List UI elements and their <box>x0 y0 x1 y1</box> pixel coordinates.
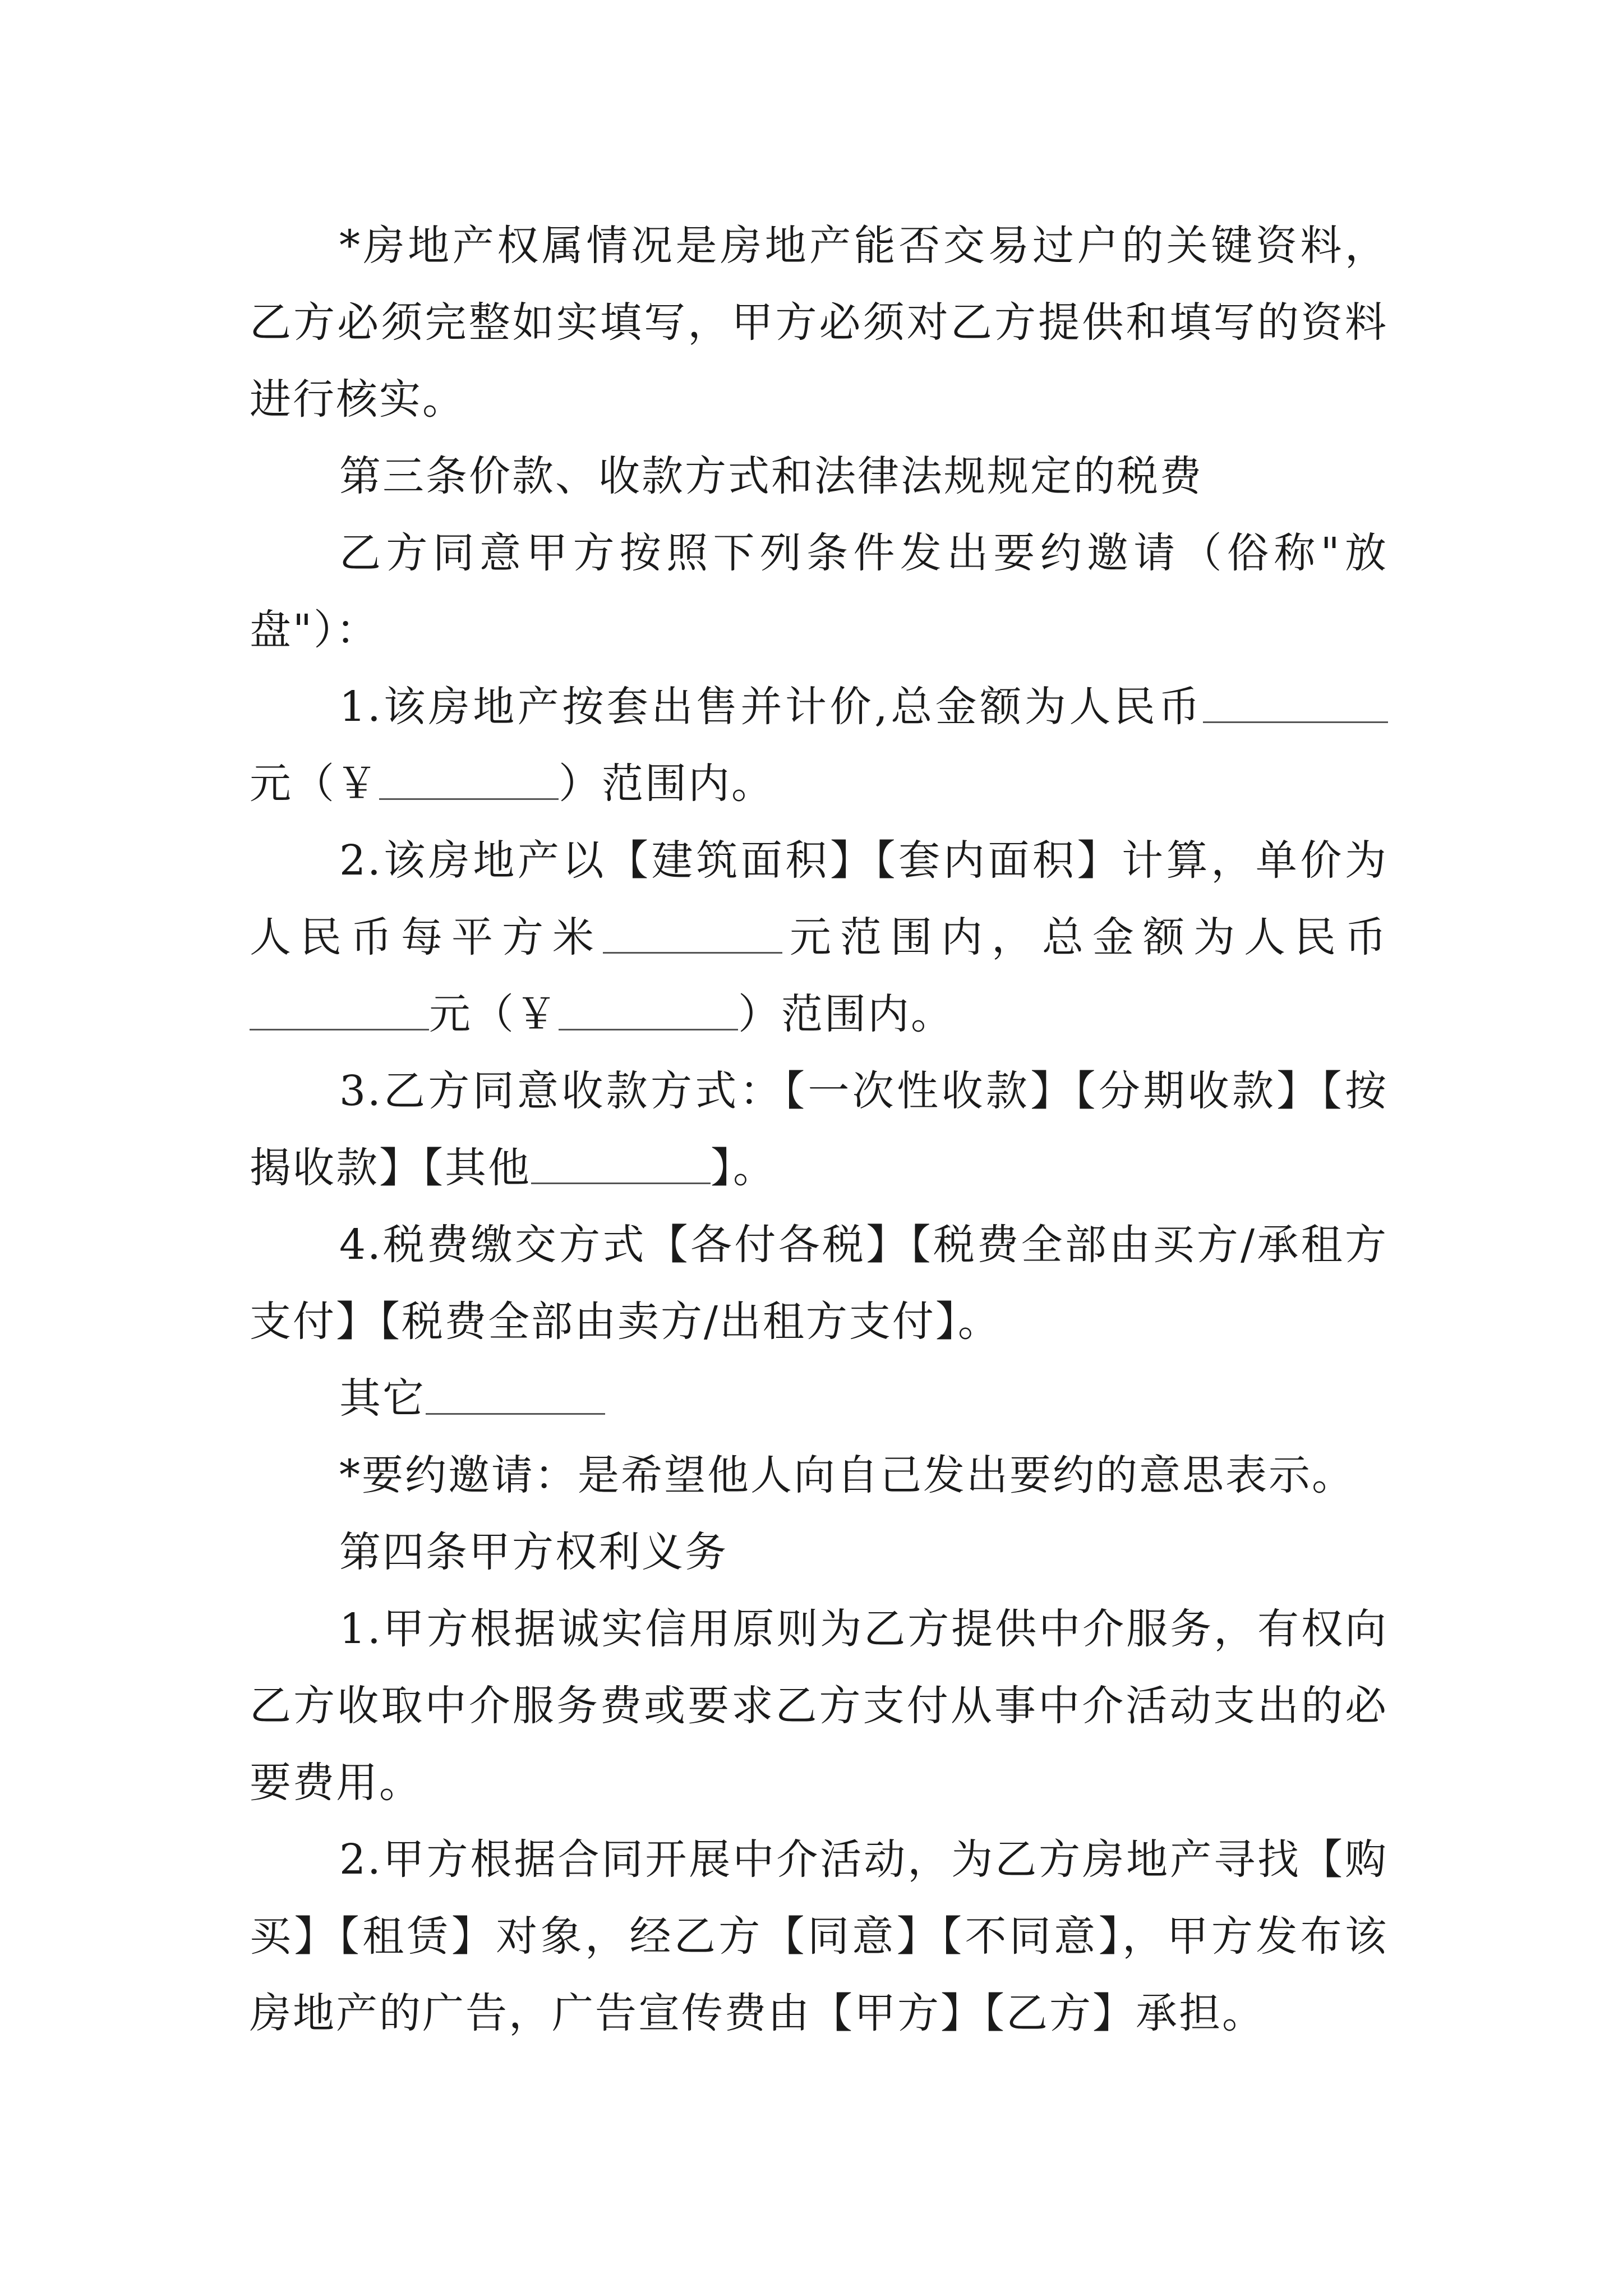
clause-text: 元（￥ <box>250 760 379 808</box>
clause-tax-payment <box>250 1207 1388 1360</box>
clause-text: 其它 <box>339 1374 426 1423</box>
clause-text: 2.该房地产以【建筑面积】【套内面积】计算，单价为人民币每平方米 <box>250 836 1388 961</box>
paragraph-text: *要约邀请：是希望他人向自己发出要约的意思表示。 <box>339 1451 1355 1499</box>
fill-blank-other-method <box>531 1145 711 1184</box>
clause-text: 1.甲方根据诚实信用原则为乙方提供中介服务，有权向乙方收取中介服务费或要求乙方支付从事中介活动支出的必要费用。 <box>250 1605 1388 1807</box>
note-property-rights <box>250 208 1388 438</box>
paragraph-text: *房地产权属情况是房地产能否交易过户的关键资料，乙方必须完整如实填写，甲方必须对乙方提供和填写的资料进行核实。 <box>250 222 1388 424</box>
document-body <box>250 208 1388 2052</box>
clause-text: 】。 <box>711 1144 776 1192</box>
clause-other <box>250 1360 1388 1437</box>
fill-blank-total-amount-figures <box>379 761 559 800</box>
article-four-heading <box>250 1514 1388 1591</box>
heading-text: 第四条甲方权利义务 <box>339 1528 728 1576</box>
fill-blank-total-amount-figures <box>559 991 738 1030</box>
article-three-heading <box>250 438 1388 515</box>
clause-text: ）范围内。 <box>738 990 954 1038</box>
heading-text: 第三条价款、收款方式和法律法规规定的税费 <box>339 452 1203 500</box>
clause-advertising <box>250 1821 1388 2052</box>
clause-text: 1.该房地产按套出售并计价,总金额为人民币 <box>339 683 1203 731</box>
clause-text: 元范围内，总金额为人民币 <box>782 913 1388 961</box>
clause-text: 元（￥ <box>429 990 559 1038</box>
fill-blank-total-amount <box>250 991 429 1030</box>
paragraph-text: 乙方同意甲方按照下列条件发出要约邀请（俗称"放盘"）： <box>250 529 1388 654</box>
clause-total-price <box>250 669 1388 822</box>
clause-text: ）范围内。 <box>559 760 774 808</box>
offer-invitation-paragraph <box>250 515 1388 669</box>
note-offer-invitation <box>250 1437 1388 1514</box>
clause-text: 3.乙方同意收款方式：【一次性收款】【分期收款】【按揭收款】【其他 <box>250 1067 1388 1192</box>
clause-service-fee <box>250 1591 1388 1821</box>
clause-unit-price <box>250 822 1388 1053</box>
fill-blank-total-amount <box>1203 684 1388 723</box>
clause-text: 2.甲方根据合同开展中介活动，为乙方房地产寻找【购买】【租赁】对象，经乙方【同意】【不同意】，甲方发布该房地产的广告，广告宣传费由【甲方】【乙方】承担。 <box>250 1835 1388 2037</box>
clause-text: 4.税费缴交方式【各付各税】【税费全部由买方/承租方支付】【税费全部由卖方/出租方支付】。 <box>250 1221 1388 1346</box>
clause-payment-method <box>250 1053 1388 1207</box>
fill-blank-other <box>426 1375 605 1415</box>
fill-blank-unit-price <box>603 914 782 954</box>
